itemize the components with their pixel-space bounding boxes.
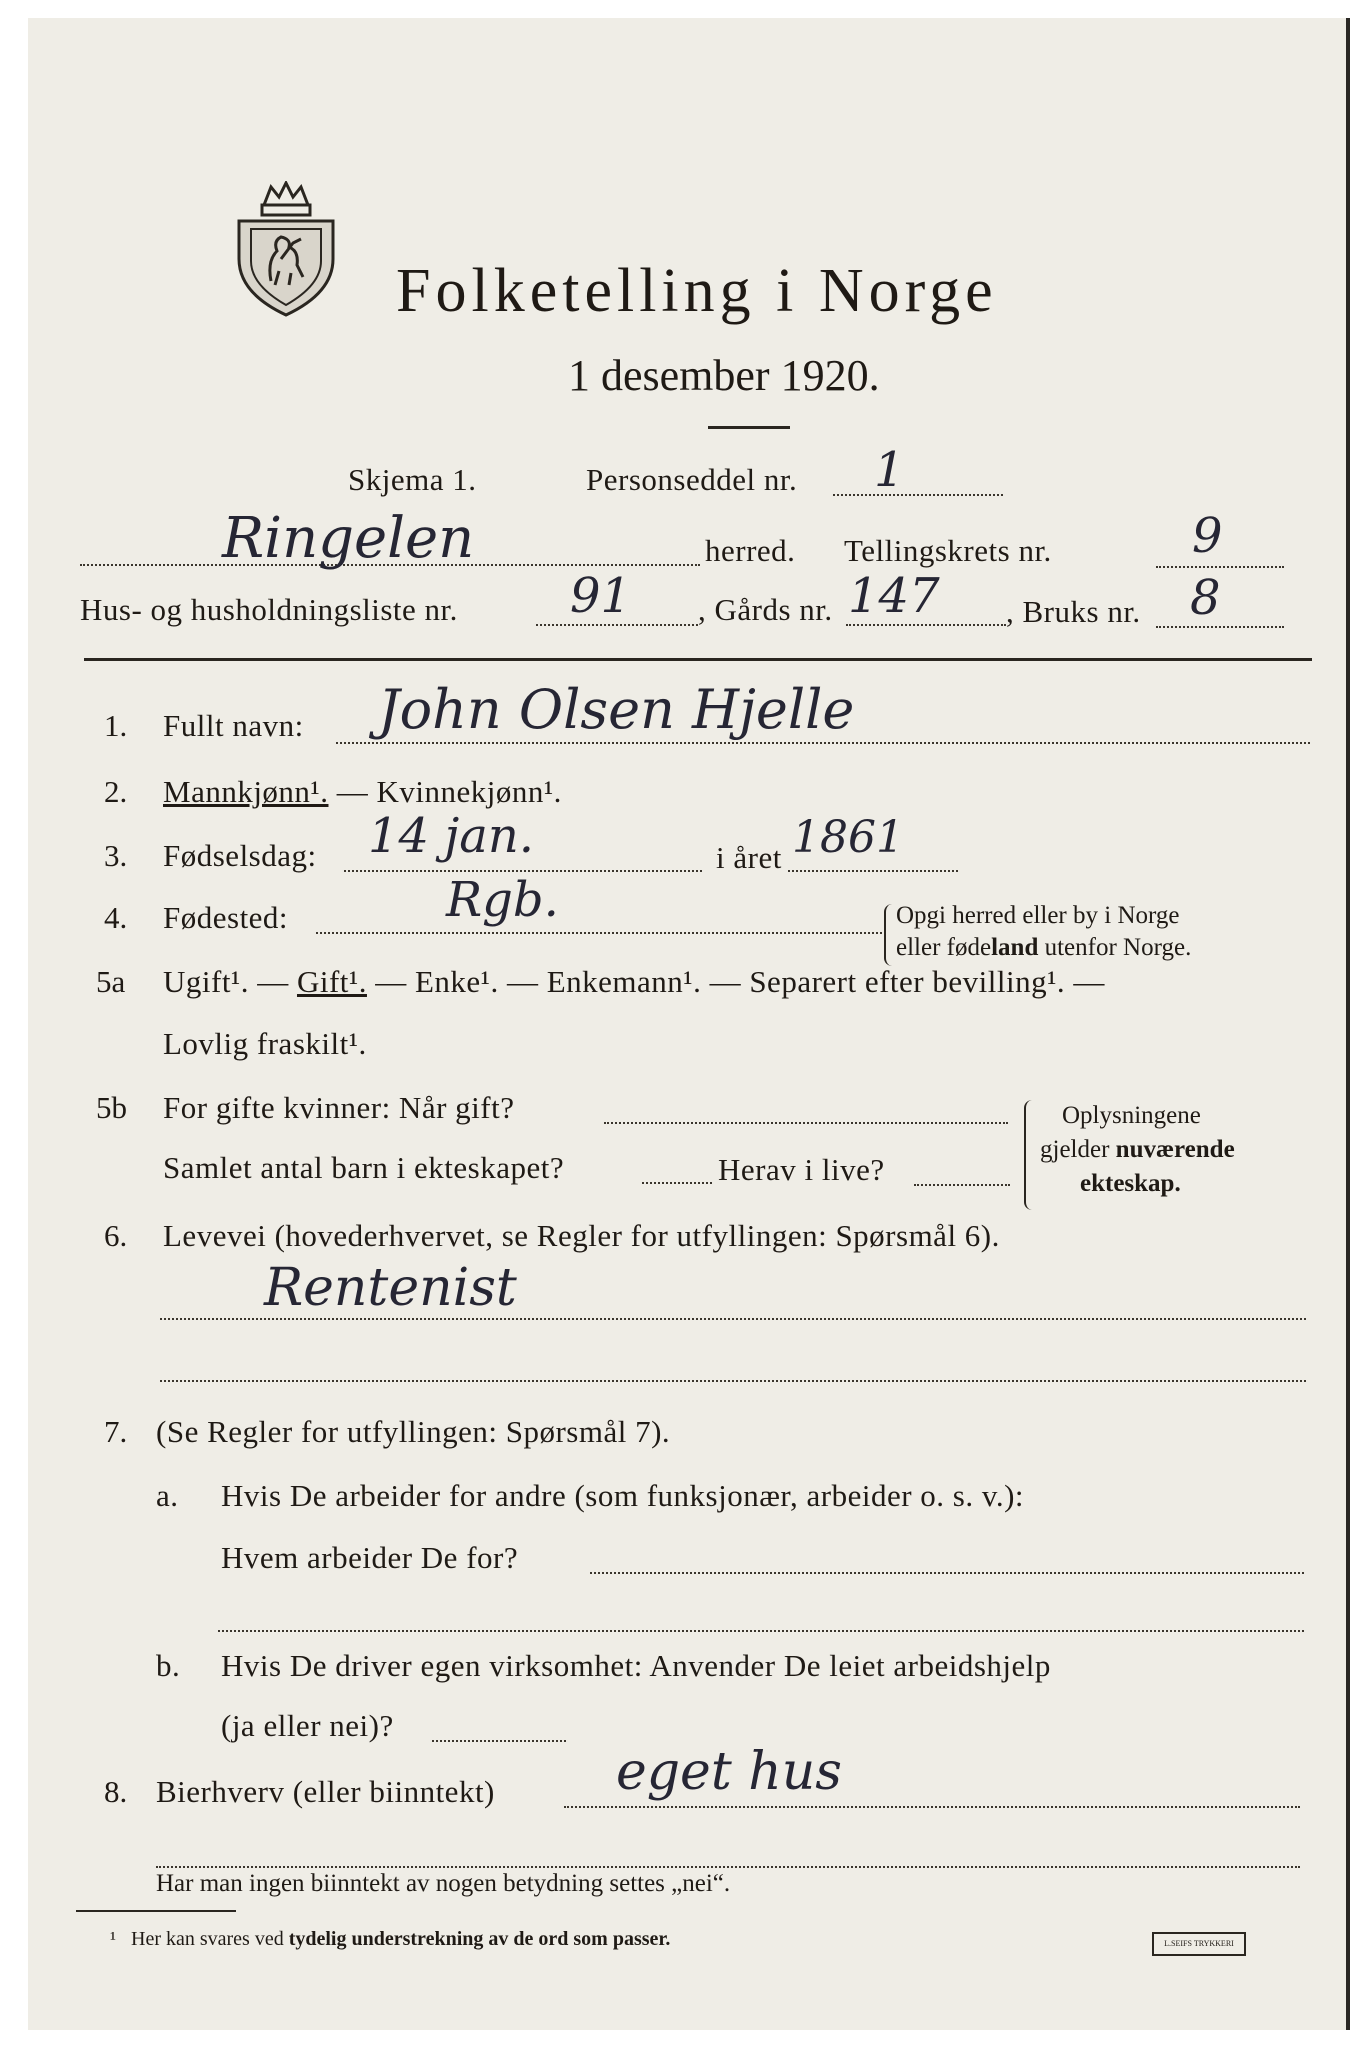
footnote: ¹ Her kan svares ved tydelig understrekning av de ord som passer. [110,1928,671,1950]
birth-year-line [788,870,958,872]
q5b-alive-label: Herav i live? [718,1152,885,1187]
q7b-yes-no-label: (ja eller nei)? [221,1708,394,1743]
bruks-label: , Bruks nr. [1006,594,1141,629]
q5b-alive-line [914,1184,1010,1186]
census-date: 1 desember 1920. [568,351,880,400]
status-gift-option: Gift¹. [296,964,367,999]
norwegian-coat-of-arms-icon [231,181,341,317]
gards-line [846,624,1006,626]
bruks-value: 8 [1190,570,1221,626]
q8-line2 [156,1866,1300,1868]
footer-note: Har man ingen biinntekt av nogen betydning settes „nei“. [156,1870,731,1897]
q4-brace [884,904,894,966]
q6-label: Levevei (hovederhvervet, se Regler for utfyllingen: Spørsmål 6). [163,1218,1000,1253]
tellingskrets-line [1156,566,1284,568]
birth-year-label: i året [716,840,782,875]
q7-number: 7. [104,1414,128,1449]
personseddel-label: Personseddel nr. [586,462,798,497]
q7a-employer-label: Hvem arbeider De for? [221,1540,519,1575]
q5b-note-line3: ekteskap. [1080,1170,1181,1197]
q8-line1 [564,1806,1300,1808]
skjema-label: Skjema 1. [348,462,477,497]
status-other-options: — Enke¹. — Enkemann¹. — Separert efter bevilling¹. — [366,964,1105,999]
q7a-employer-line [590,1572,1304,1574]
q5b-married-when-line [604,1122,1008,1124]
header-divider [84,658,1312,661]
q7b-yes-no-line [432,1740,566,1742]
title-divider [708,426,790,429]
q5b-married-when-label: For gifte kvinner: Når gift? [163,1090,515,1125]
husholdningsliste-line [536,624,698,626]
bruks-line [1156,626,1284,628]
q4-line [316,932,886,934]
personseddel-line [833,494,1003,496]
gender-male-option: Mannkjønn¹. [163,774,329,809]
q5b-note-line2: gjelder nuværende [1040,1136,1235,1163]
q8-number: 8. [104,1774,128,1809]
q6-number: 6. [104,1218,128,1253]
q1-full-name-value: John Olsen Hjelle [378,678,855,741]
q7a-question: Hvis De arbeider for andre (som funksjonær, arbeider o. s. v.): [221,1478,1025,1513]
printer-stamp: L.SEIFS TRYKKERI [1152,1932,1246,1956]
birthplace-value: Rgb. [446,872,559,928]
q7-label: (Se Regler for utfyllingen: Spørsmål 7). [156,1414,671,1449]
q7b-number: b. [156,1648,181,1683]
q7a-number: a. [156,1478,179,1513]
q2-number: 2. [104,774,128,809]
q7a-employer-line2 [218,1630,1304,1632]
q5b-brace [1024,1100,1036,1210]
tellingskrets-value: 9 [1192,508,1223,564]
q1-number: 1. [104,708,128,743]
gards-label: , Gårds nr. [698,592,833,627]
q7b-question: Hvis De driver egen virksomhet: Anvender De leiet arbeidshjelp [221,1648,1051,1683]
personseddel-value: 1 [874,442,905,498]
q5a-number: 5a [96,964,126,999]
q1-line [336,742,1310,744]
tellingskrets-label: Tellingskrets nr. [844,533,1052,568]
herred-value: Ringelen [222,506,475,571]
birthdate-value: 14 jan. [368,808,535,864]
herred-label: herred. [705,533,796,568]
q5b-children-label: Samlet antal barn i ekteskapet? [163,1150,565,1185]
status-ugift-option: Ugift¹. [163,964,249,999]
husholdningsliste-value: 91 [570,568,632,624]
q6-line2 [160,1380,1306,1382]
side-income-value: eget hus [616,1742,842,1802]
q1-label: Fullt navn: [163,708,304,743]
q4-number: 4. [104,900,128,935]
q4-label: Fødested: [163,900,289,935]
q8-label: Bierhverv (eller biinntekt) [156,1774,495,1809]
form-title: Folketelling i Norge [396,257,998,325]
q3-label: Fødselsdag: [163,838,317,873]
q4-note-line2: eller fødeland utenfor Norge. [896,934,1192,961]
q5b-note-line1: Oplysningene [1062,1102,1201,1129]
status-fraskilt-option: Lovlig fraskilt¹. [163,1026,367,1061]
husholdningsliste-label: Hus- og husholdningsliste nr. [80,592,458,627]
gards-value: 147 [848,568,940,624]
q2-options [163,774,562,810]
birth-year-value: 1861 [792,812,904,863]
gender-female-option: Kvinnekjønn¹. [376,774,562,809]
q3-number: 3. [104,838,128,873]
gender-separator: — [336,774,369,809]
q5b-number: 5b [96,1090,127,1125]
q5a-options: Ugift¹. — Gift¹. — Enke¹. — Enkemann¹. — Separert efter bevilling¹. — [163,964,1105,999]
q5b-children-line [642,1182,712,1184]
bleed-through-text [518,118,525,148]
footnote-divider [76,1910,236,1912]
q6-line1 [160,1318,1306,1320]
occupation-value: Rentenist [264,1258,517,1318]
q4-note-line1: Opgi herred eller by i Norge [896,902,1180,929]
census-form-sheet [28,18,1350,2030]
